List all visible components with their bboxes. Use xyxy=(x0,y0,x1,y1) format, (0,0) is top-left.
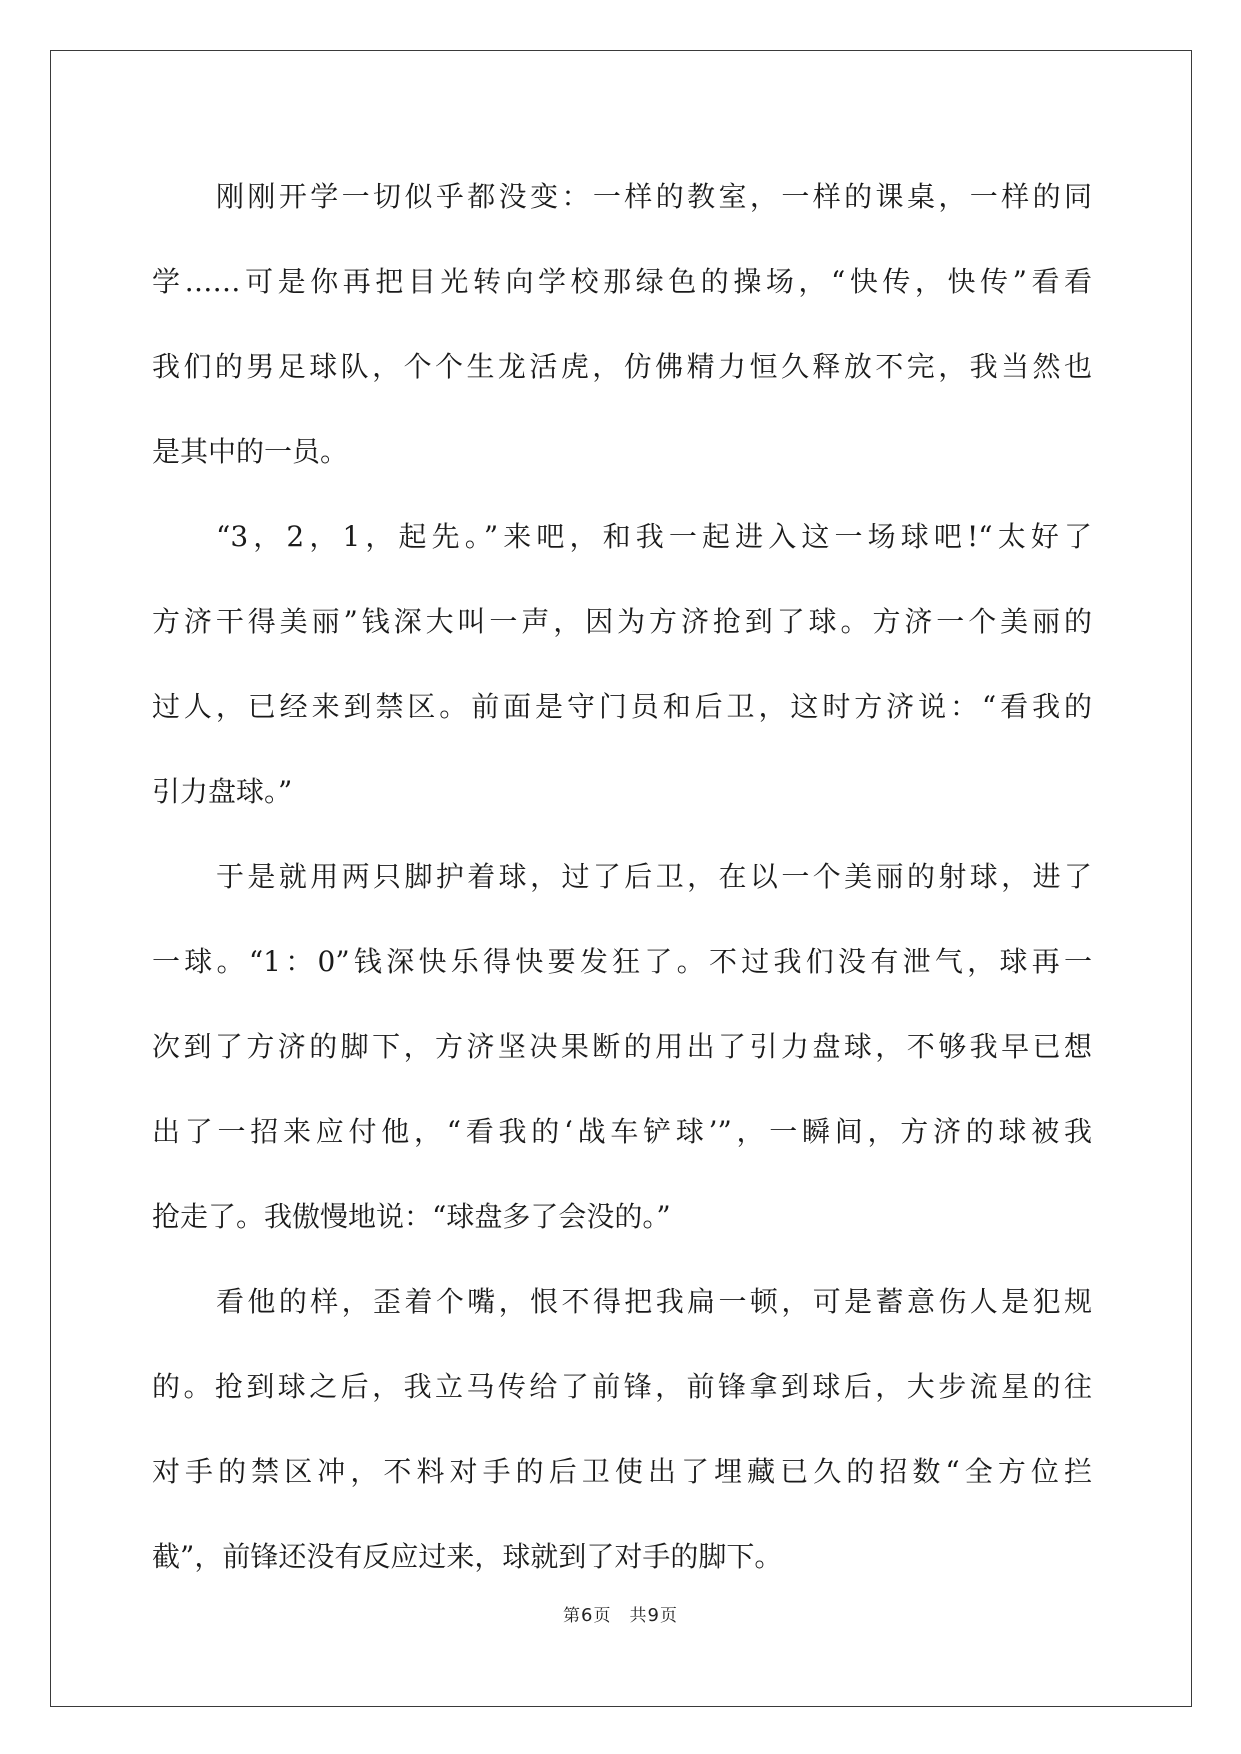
text-line: 次到了方济的脚下，方济坚决果断的用出了引力盘球，不够我早已想 xyxy=(152,1030,1092,1063)
footer-total-unit: 页 xyxy=(659,1606,678,1626)
text-line: 抢走了。我傲慢地说：“球盘多了会没的。” xyxy=(152,1200,671,1233)
total-page-number: 9 xyxy=(647,1605,660,1626)
text-line: 方济干得美丽”钱深大叫一声，因为方济抢到了球。方济一个美丽的 xyxy=(152,605,1092,638)
text-line: 是其中的一员。 xyxy=(152,435,349,468)
text-line: 对手的禁区冲，不料对手的后卫使出了埋藏已久的招数“全方位拦 xyxy=(152,1455,1092,1488)
footer-prefix: 第 xyxy=(563,1606,582,1626)
text-line: “3，2，1，起先。”来吧，和我一起进入这一场球吧!“太好了 xyxy=(216,520,1092,553)
footer-total-prefix: 共 xyxy=(629,1606,648,1626)
text-line: 截”，前锋还没有反应过来，球就到了对手的脚下。 xyxy=(152,1540,783,1573)
text-line: 于是就用两只脚护着球，过了后卫，在以一个美丽的射球，进了 xyxy=(216,860,1092,893)
text-line: 过人，已经来到禁区。前面是守门员和后卫，这时方济说：“看我的 xyxy=(152,690,1092,723)
text-line: 学……可是你再把目光转向学校那绿色的操场，“快传，快传”看看 xyxy=(152,265,1092,298)
text-line: 一球。“1：0”钱深快乐得快要发狂了。不过我们没有泄气，球再一 xyxy=(152,945,1092,978)
text-line: 我们的男足球队，个个生龙活虎，仿佛精力恒久释放不完，我当然也 xyxy=(152,350,1092,383)
text-line: 出了一招来应付他，“看我的‘战车铲球’”，一瞬间，方济的球被我 xyxy=(152,1115,1092,1148)
document-body xyxy=(152,180,1092,1628)
text-line: 引力盘球。” xyxy=(152,775,293,808)
footer-page-unit: 页 xyxy=(593,1606,612,1626)
text-line: 的。抢到球之后，我立马传给了前锋，前锋拿到球后，大步流星的往 xyxy=(152,1370,1092,1403)
current-page-number: 6 xyxy=(581,1605,594,1626)
page-footer xyxy=(0,1601,1241,1626)
text-line: 看他的样，歪着个嘴，恨不得把我扁一顿，可是蓄意伤人是犯规 xyxy=(216,1285,1092,1318)
text-line: 刚刚开学一切似乎都没变：一样的教室，一样的课桌，一样的同 xyxy=(216,180,1092,213)
